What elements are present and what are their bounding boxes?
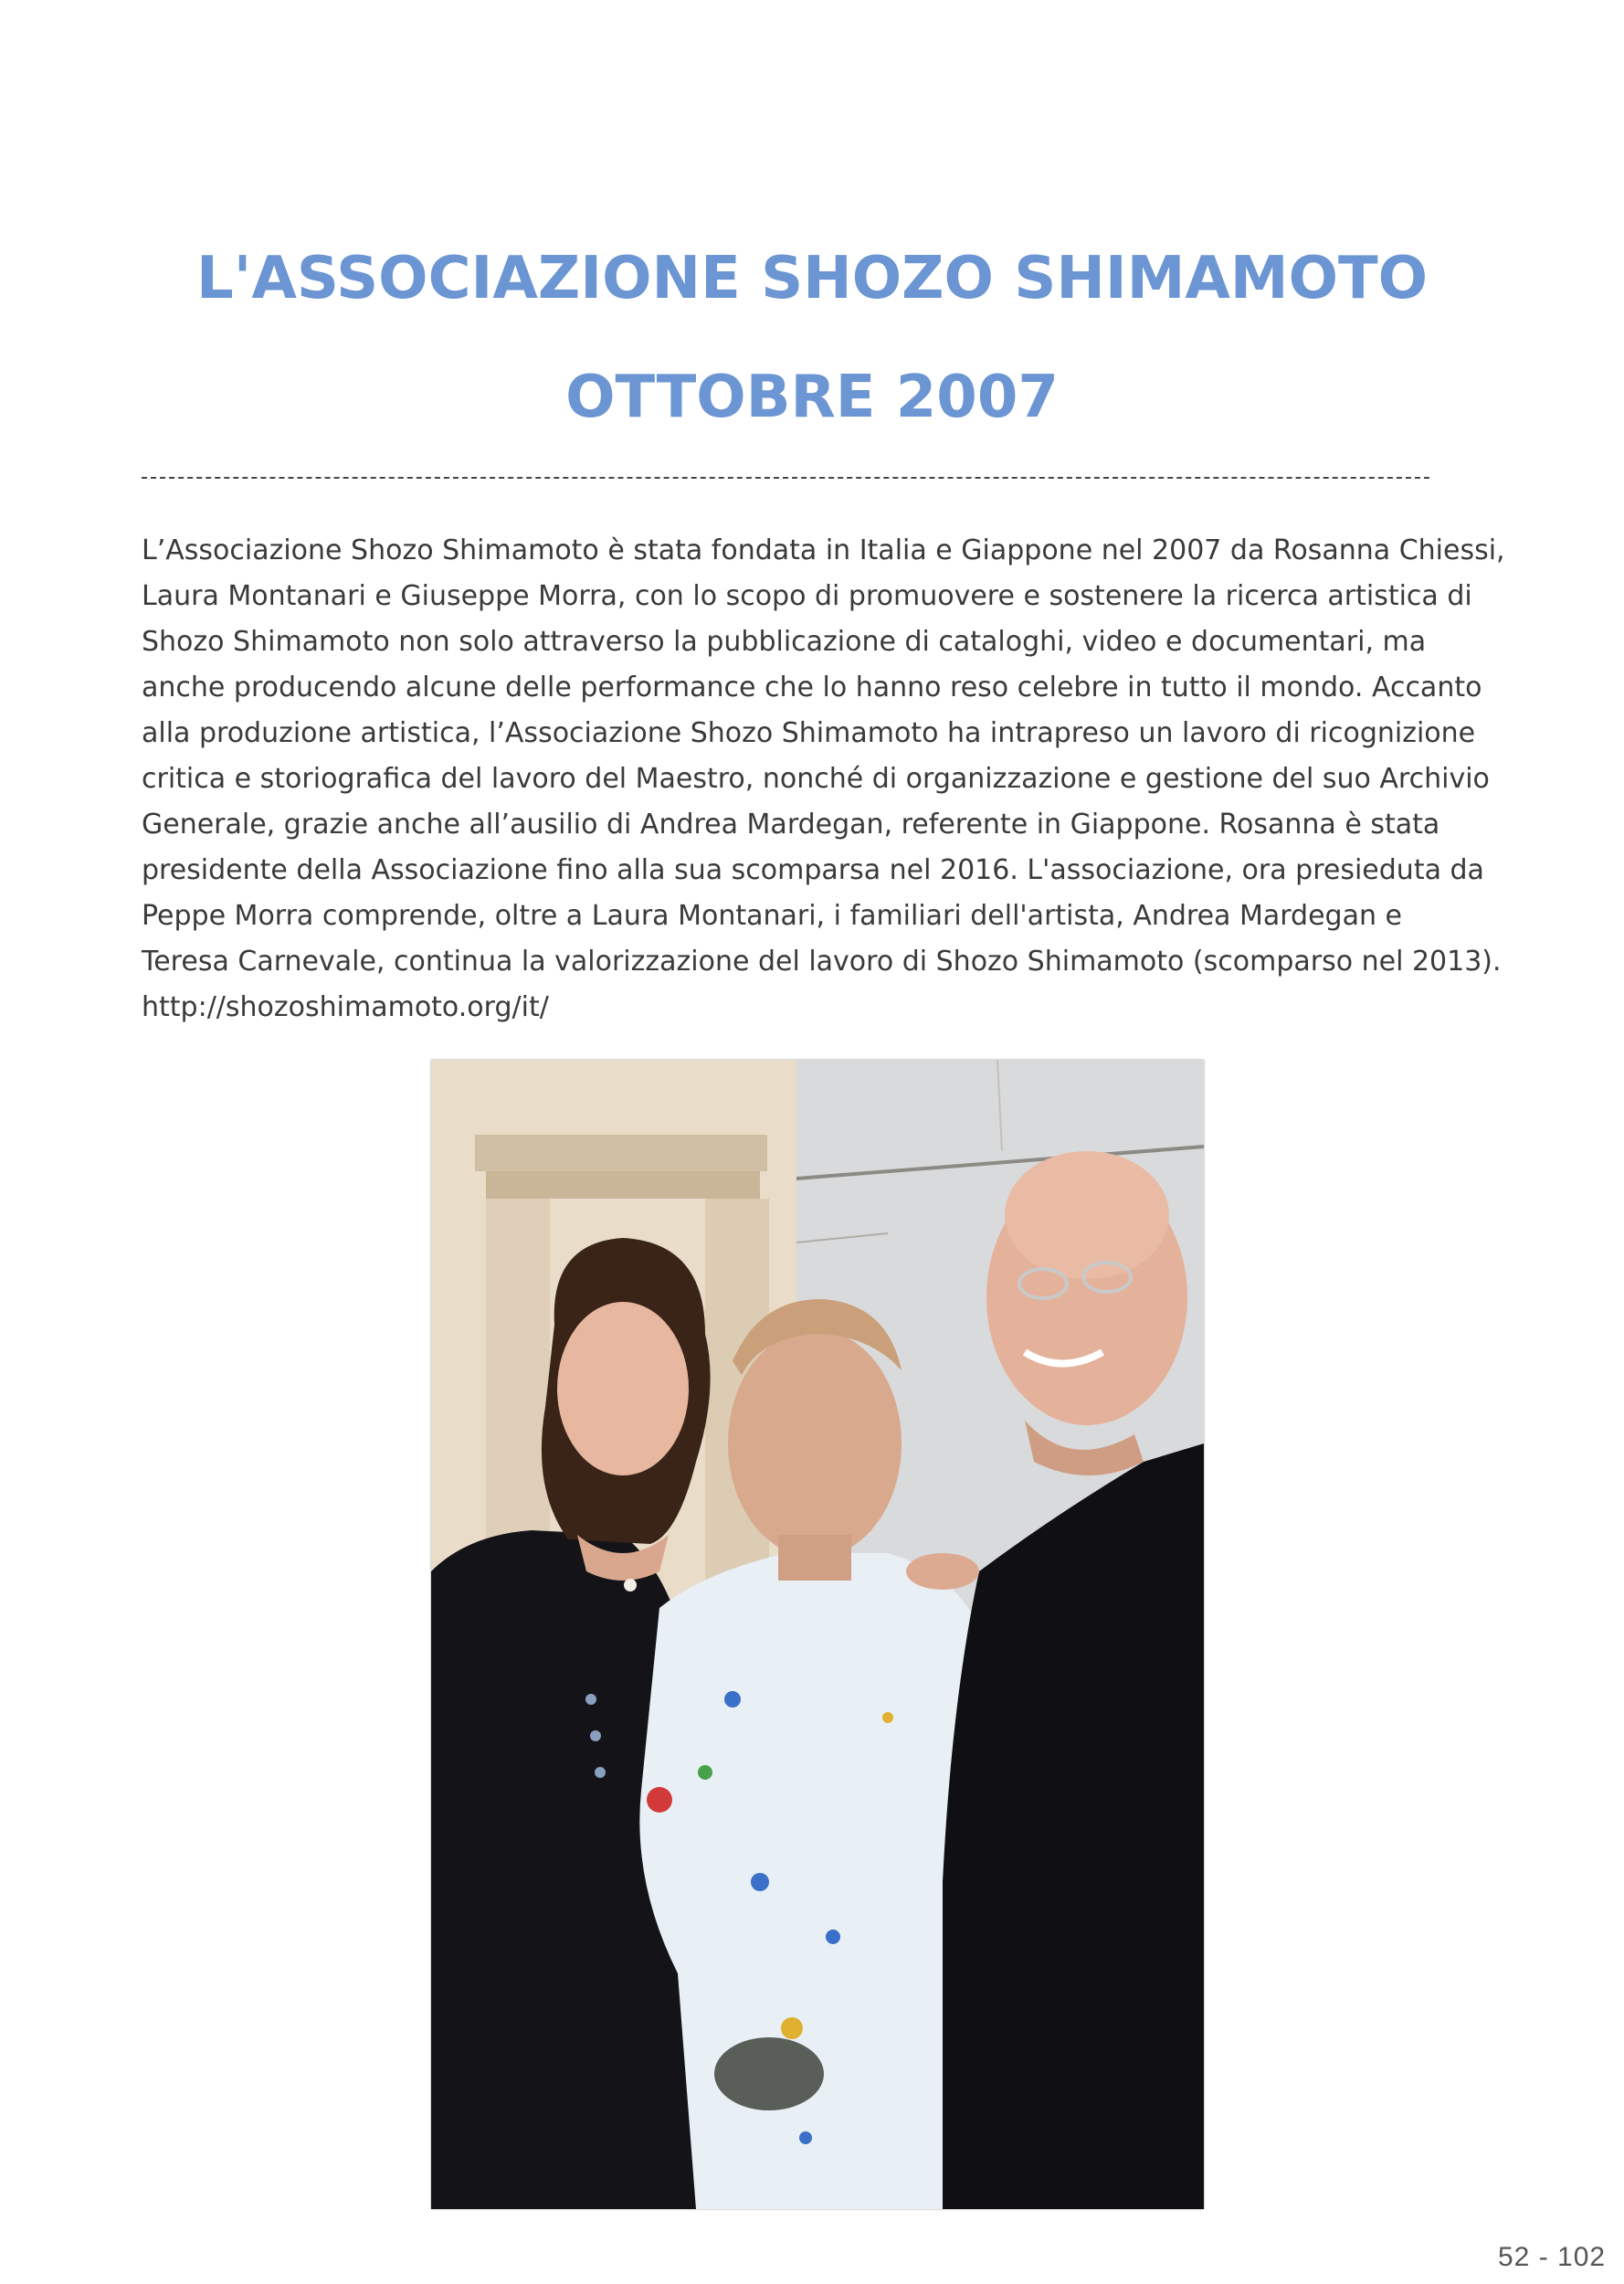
body-line: Shozo Shimamoto non solo attraverso la pubblicazione di cataloghi, video e documentari, ma bbox=[142, 626, 1427, 658]
body-line: critica e storiografica del lavoro del Maestro, nonché di organizzazione e gestione del suo Archivio bbox=[142, 763, 1490, 795]
body-line: presidente della Associazione fino alla sua scomparsa nel 2016. L'associazione, ora presieduta da bbox=[142, 854, 1484, 886]
body-line: L’Associazione Shozo Shimamoto è stata fondata in Italia e Giappone nel 2007 da Rosanna Chiessi, bbox=[142, 534, 1505, 566]
page-title: L'ASSOCIAZIONE SHOZO SHIMAMOTO bbox=[195, 245, 1429, 312]
page-number: 52 - 102 bbox=[1498, 2242, 1607, 2272]
page-subtitle-date: OTTOBRE 2007 bbox=[565, 364, 1059, 431]
body-line: Teresa Carnevale, continua la valorizzazione del lavoro di Shozo Shimamoto (scomparso nel 2013). bbox=[142, 946, 1502, 978]
body-line: alla produzione artistica, l’Associazione Shozo Shimamoto ha intrapreso un lavoro di ricognizione bbox=[142, 717, 1476, 749]
body-line: Peppe Morra comprende, oltre a Laura Montanari, i familiari dell'artista, Andrea Mardegan e bbox=[142, 900, 1402, 932]
body-paragraph bbox=[142, 528, 1505, 1031]
dashed-divider bbox=[142, 477, 1429, 479]
body-line: anche producendo alcune delle performance che lo hanno reso celebre in tutto il mondo. Accanto bbox=[142, 671, 1482, 703]
website-link[interactable]: http://shozoshimamoto.org/it/ bbox=[142, 991, 549, 1023]
group-photo bbox=[431, 1060, 1204, 2209]
body-line: Generale, grazie anche all’ausilio di Andrea Mardegan, referente in Giappone. Rosanna è stata bbox=[142, 809, 1440, 841]
body-line: Laura Montanari e Giuseppe Morra, con lo scopo di promuovere e sostenere la ricerca artistica di bbox=[142, 580, 1472, 612]
